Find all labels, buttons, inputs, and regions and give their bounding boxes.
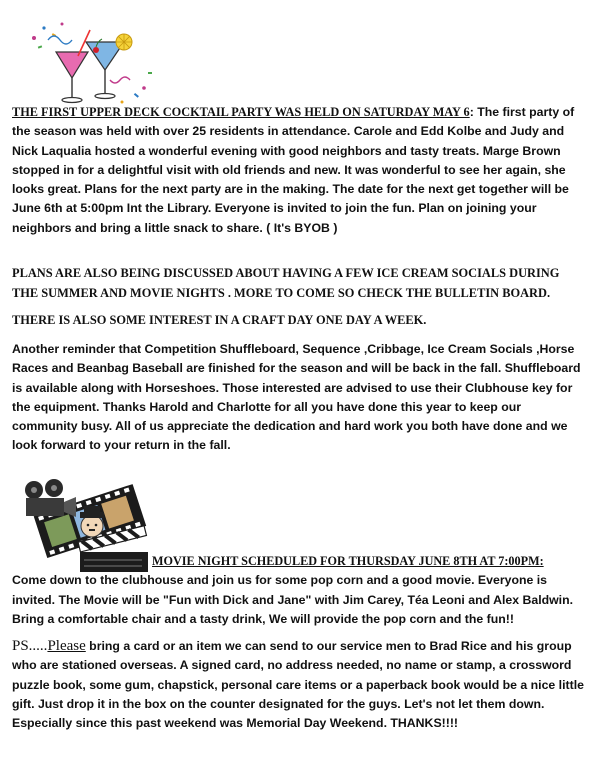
ps-lead: PS..... <box>12 638 48 654</box>
cocktail-party-heading: THE FIRST UPPER DECK COCKTAIL PARTY WAS HELD ON SATURDAY MAY 6 <box>12 105 470 119</box>
cocktail-glasses-icon <box>26 20 158 110</box>
cocktail-party-body: : The first party of the season was held with over 25 residents in attendance. Carole and Edd Kolbe and Judy and Nick Laqualia hosted a wonderful evening with good neighbors and tasty treats. Marge Brown stopped in for a delightful visit with old friends and new. It was wonderful to see her again, she looks great. Plans for the next party are in the making. The date for the next get together will be June 6th at 5:00pm Int the Library. Everyone is invited to join the fun. Plan on joining your neighbors and bring a little snack to share. ( It's BYOB ) <box>12 105 575 235</box>
plans-paragraph: PLANS ARE ALSO BEING DISCUSSED ABOUT HAVING A FEW ICE CREAM SOCIALS DURING THE SUMMER AND MOVIE NIGHTS . MORE TO COME SO CHECK THE BULLETIN BOARD. <box>12 266 560 300</box>
movie-night-paragraph <box>12 552 586 629</box>
ps-please: Please <box>47 638 86 654</box>
reminder-paragraph: Another reminder that Competition Shuffleboard, Sequence ,Cribbage, Ice Cream Socials ,Horse Races and Beanbag Baseball are finished for the season and will be back in the fall. Shuffleboard is available along with Horseshoes. Those interested are advised to use their Clubhouse key for the equipment. Thanks Harold and Charlotte for all you have done this year to keep our community busy. All of us appreciate the dedication and hard work you both have done and we look forward to your return in the fall. <box>12 342 581 453</box>
ps-body: bring a card or an item we can send to our service men to Brad Rice and his group who are stationed overseas. A signed card, no address needed, no name or stamp, a crossword puzzle book, some gum, chapstick, personal care items or a paperback book would be a nice little gift. Just drop it in the box on the counter designated for the guys. Let's not let them down. Especially since this past weekend was Memorial Day Weekend. THANKS!!!! <box>12 639 584 731</box>
cocktail-party-paragraph <box>12 103 586 238</box>
ps-paragraph <box>12 637 586 733</box>
movie-night-body: Come down to the clubhouse and join us for some pop corn and a good movie. Everyone is invited. The Movie will be "Fun with Dick and Jane" with Jim Carey, Téa Leoni and Alex Baldwin. Bring a comfortable chair and a tasty drink, We will provide the pop corn and the fun!! <box>12 573 574 626</box>
craft-day-paragraph: THERE IS ALSO SOME INTEREST IN A CRAFT DAY ONE DAY A WEEK. <box>12 313 427 327</box>
movie-night-heading: MOVIE NIGHT SCHEDULED FOR THURSDAY JUNE 8TH AT 7:00PM: <box>152 554 544 568</box>
